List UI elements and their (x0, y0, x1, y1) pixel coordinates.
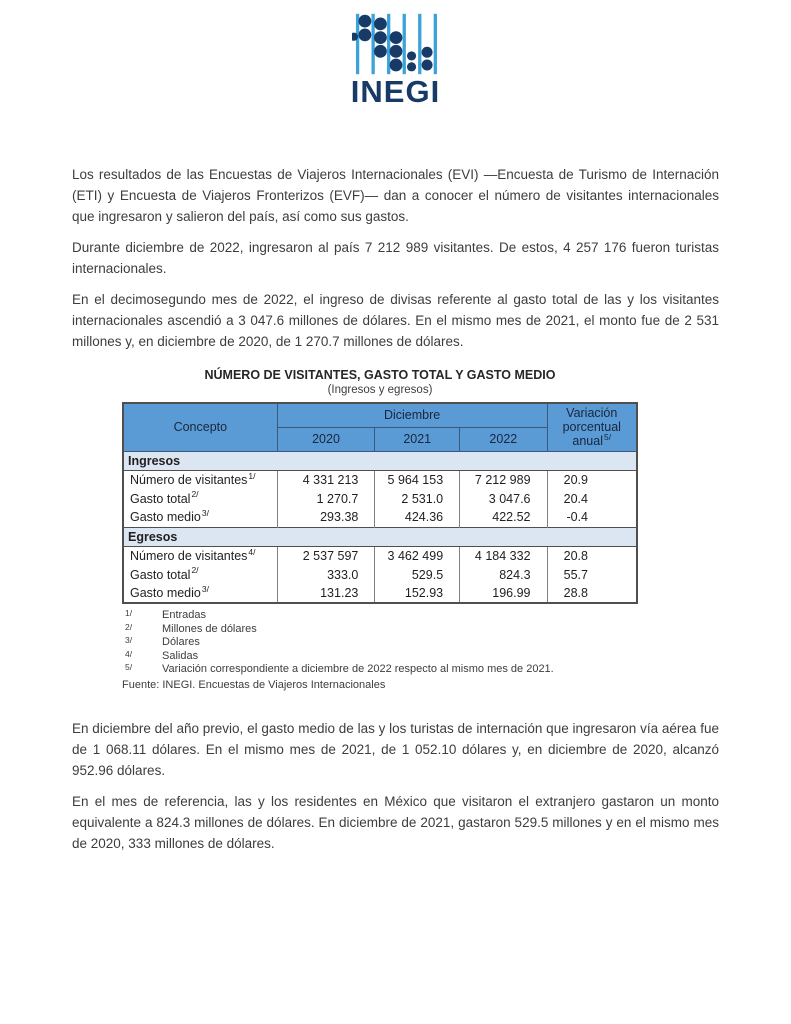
paragraph-intro: Los resultados de las Encuestas de Viajeros Internacionales (EVI) —Encuesta de Turismo de Internación (ETI) y Encuesta de Viajeros Fronterizos (EVF)— dan a conocer el número de visitantes internacionales que ingresaron y salieron del país, así como sus gastos. (72, 167, 719, 224)
table-row (123, 584, 637, 603)
footnote-text: Millones de dólares (162, 622, 257, 635)
row-variation-value: 20.8 (547, 546, 637, 565)
table-row (123, 489, 637, 508)
section-label: Ingresos (123, 451, 637, 470)
source-note: Fuente: INEGI. Encuestas de Viajeros Internacionales (122, 678, 386, 691)
footnote-ref: 3/ (201, 508, 209, 519)
footnote-marker: 2/ (125, 621, 133, 632)
table-row (123, 470, 637, 489)
row-variation-value: 20.9 (547, 470, 637, 489)
row-variation-value: 28.8 (547, 584, 637, 603)
col-header-month-group: Diciembre (277, 403, 547, 427)
row-value: 4 184 332 (460, 546, 547, 565)
section-label: Egresos (123, 527, 637, 546)
col-header-2020: 2020 (277, 427, 375, 451)
paragraph-residents: En el mes de referencia, las y los residentes en México que visitaron el extranjero gastaron un monto equivalente a 824.3 millones de dólares. En diciembre de 2021, gastaron 529.5 millones y en el mismo mes de 2020, 333 millones de dólares. (72, 793, 719, 851)
row-value: 293.38 (277, 508, 375, 527)
section-row (123, 527, 637, 546)
row-concept: Número de visitantes$^{4/}$ (123, 546, 277, 565)
row-value: 152.93 (375, 584, 460, 603)
footnote-text: Variación correspondiente a diciembre de 2022 respecto al mismo mes de 2021. (162, 663, 554, 675)
row-variation-value: 20.4 (547, 489, 637, 508)
row-value: 529.5 (375, 565, 460, 584)
footnote-text: Salidas (162, 649, 199, 662)
section-row (123, 451, 637, 470)
table-footnotes (122, 609, 638, 677)
row-value: 1 270.7 (277, 489, 375, 508)
row-value: 196.99 (460, 584, 547, 603)
visitors-table (122, 402, 638, 604)
row-value: 7 212 989 (460, 470, 547, 489)
col-header-concept: Concepto (123, 403, 277, 451)
footnote-marker: 1/ (125, 608, 133, 618)
row-value: 4 331 213 (277, 470, 375, 489)
variation-label: Variación porcentual anual (562, 406, 621, 449)
footnote-ref: 1/ (248, 470, 256, 481)
row-variation-value: 55.7 (547, 565, 637, 584)
paragraph-income: En el decimosegundo mes de 2022, el ingreso de divisas referente al gasto total de las y los visitantes internacionales ascendió a 3 047.6 millones de dólares. En el mismo mes de 2021, el monto fue de 2 531 millones y, en diciembre de 2020, de 1 270.7 millones de dólares. (72, 292, 719, 349)
footnote-marker: 4/ (125, 648, 133, 659)
row-concept: Número de visitantes$^{1/}$ (123, 470, 277, 489)
row-value: 824.3 (460, 565, 547, 584)
footnote-row (122, 650, 638, 664)
footnote-marker: 5/ (125, 662, 133, 672)
footnote-row (122, 636, 638, 650)
inegi-wordmark: INEGI (350, 74, 441, 109)
row-variation-value: -0.4 (547, 508, 637, 527)
table-title: NÚMERO DE VISITANTES, GASTO TOTAL Y GASTO MEDIO (204, 368, 556, 382)
table-row (123, 508, 637, 527)
row-concept: Gasto total$^{2/}$ (123, 565, 277, 584)
col-header-variation (547, 403, 637, 451)
row-concept: Gasto medio$^{3/}$ (123, 584, 277, 603)
footnote-row (122, 663, 638, 677)
paragraph-visitors: Durante diciembre de 2022, ingresaron al país 7 212 989 visitantes. De estos, 4 257 176 fueron turistas internacionales. (72, 240, 719, 276)
table-row (123, 546, 637, 565)
row-value: 131.23 (277, 584, 375, 603)
row-value: 422.52 (460, 508, 547, 527)
col-header-2022: 2022 (460, 427, 547, 451)
footnote-row (122, 623, 638, 637)
footnote-marker: 3/ (125, 635, 133, 645)
table-subtitle: (Ingresos y egresos) (327, 384, 433, 396)
footnote-text: Dólares (162, 636, 200, 648)
inegi-abacus-icon (352, 12, 440, 76)
col-header-2021: 2021 (375, 427, 460, 451)
footnote-row (122, 609, 638, 623)
row-value: 2 537 597 (277, 546, 375, 565)
table-body (123, 451, 637, 603)
row-concept: Gasto medio$^{3/}$ (123, 508, 277, 527)
footnote-ref: 4/ (248, 546, 256, 557)
variation-footnote-ref: 5/ (604, 432, 612, 443)
inegi-logo (0, 12, 791, 107)
footnote-ref: 2/ (191, 565, 199, 576)
row-value: 424.36 (375, 508, 460, 527)
row-value: 333.0 (277, 565, 375, 584)
row-value: 2 531.0 (375, 489, 460, 508)
visitors-table-block (122, 368, 638, 692)
footnote-ref: 3/ (201, 583, 209, 594)
table-row (123, 565, 637, 584)
row-value: 3 047.6 (460, 489, 547, 508)
footnote-ref: 2/ (191, 489, 199, 500)
paragraph-avg-expense: En diciembre del año previo, el gasto medio de las y los turistas de internación que ingresaron vía aérea fue de 1 068.11 dólares. En el mismo mes de 2021, de 1 052.10 dólares y, en diciembre de 2020, alcanzó 952.96 dólares. (72, 720, 719, 778)
document-body (72, 164, 719, 864)
row-value: 5 964 153 (375, 470, 460, 489)
row-concept: Gasto total$^{2/}$ (123, 489, 277, 508)
footnote-text: Entradas (162, 609, 207, 621)
row-value: 3 462 499 (375, 546, 460, 565)
